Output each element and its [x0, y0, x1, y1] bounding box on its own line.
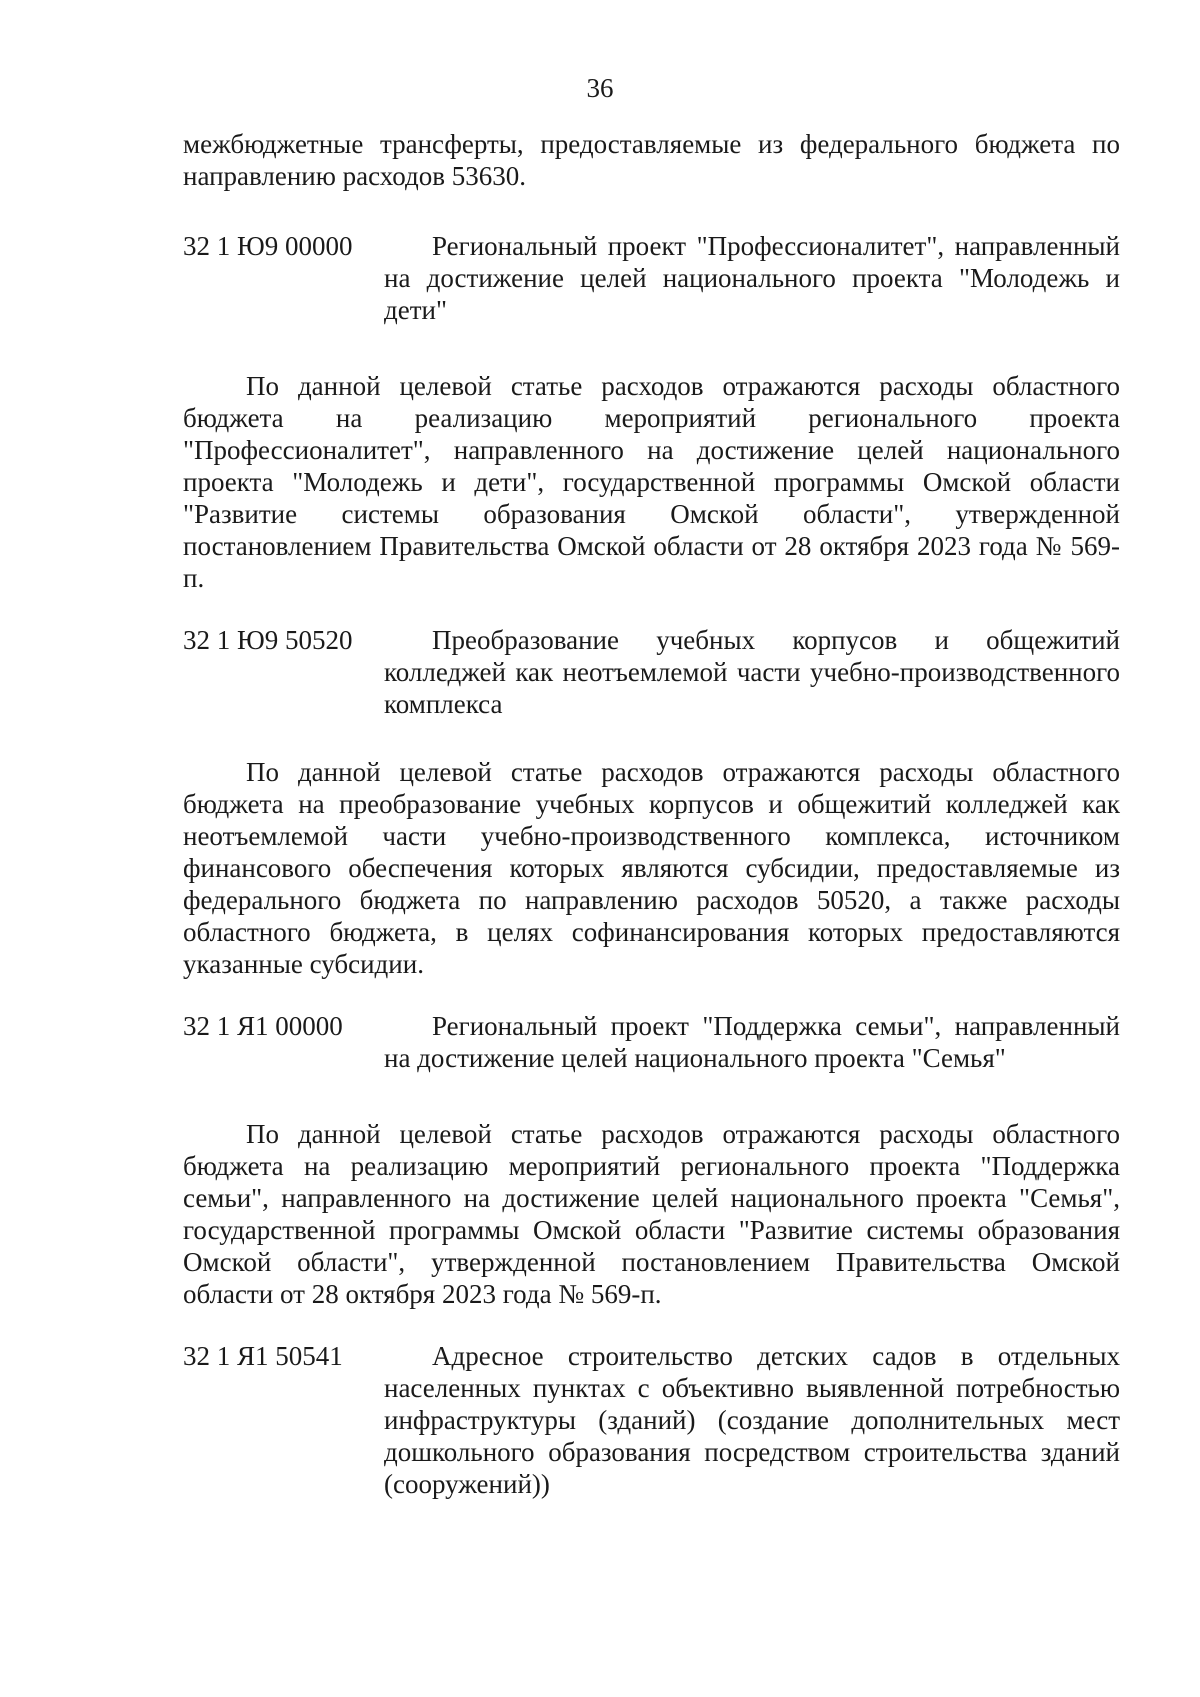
- budget-article-1: [183, 230, 1120, 326]
- article-code: 32 1 Я1 50541: [183, 1341, 343, 1371]
- article-title: Преобразование учебных корпусов и общежитий колледжей как неотъемлемой части учебно-производственного комплекса: [384, 625, 1120, 719]
- intro-paragraph: межбюджетные трансферты, предоставляемые из федерального бюджета по направлению расходов 53630.: [183, 129, 1120, 191]
- article-description: По данной целевой статье расходов отражаются расходы областного бюджета на реализацию мероприятий регионального проекта "Профессионалитет", направленного на достижение целей национального проекта "Молодежь и дети", государственной программы Омской области "Развитие системы образования Омской области", утвержденной постановлением Правительства Омской области от 28 октября 2023 года № 569-п.: [183, 371, 1120, 593]
- page-number: 36: [586, 73, 614, 103]
- article-title: Адресное строительство детских садов в отдельных населенных пунктах с объективно выявленной потребностью инфраструктуры (зданий) (создание дополнительных мест дошкольного образования посредством строительства зданий (сооружений)): [384, 1341, 1120, 1499]
- article-description: По данной целевой статье расходов отражаются расходы областного бюджета на преобразование учебных корпусов и общежитий колледжей как неотъемлемой части учебно-производственного комплекса, источником финансового обеспечения которых являются субсидии, предоставляемые из федерального бюджета по направлению расходов 50520, а также расходы областного бюджета, в целях софинансирования которых предоставляются указанные субсидии.: [183, 757, 1120, 979]
- article-title: Региональный проект "Поддержка семьи", направленный на достижение целей национального проекта "Семья": [384, 1011, 1120, 1073]
- document-body: [183, 128, 1120, 1500]
- budget-article-2: [183, 624, 1120, 720]
- article-title: Региональный проект "Профессионалитет", направленный на достижение целей национального проекта "Молодежь и дети": [384, 231, 1120, 325]
- budget-article-4: [183, 1340, 1120, 1500]
- article-code: 32 1 Ю9 50520: [183, 625, 353, 655]
- article-description: По данной целевой статье расходов отражаются расходы областного бюджета на реализацию мероприятий регионального проекта "Поддержка семьи", направленного на достижение целей национального проекта "Семья", государственной программы Омской области "Развитие системы образования Омской области", утвержденной постановлением Правительства Омской области от 28 октября 2023 года № 569-п.: [183, 1119, 1120, 1309]
- budget-article-3: [183, 1010, 1120, 1074]
- article-code: 32 1 Я1 00000: [183, 1011, 343, 1041]
- article-code: 32 1 Ю9 00000: [183, 231, 353, 261]
